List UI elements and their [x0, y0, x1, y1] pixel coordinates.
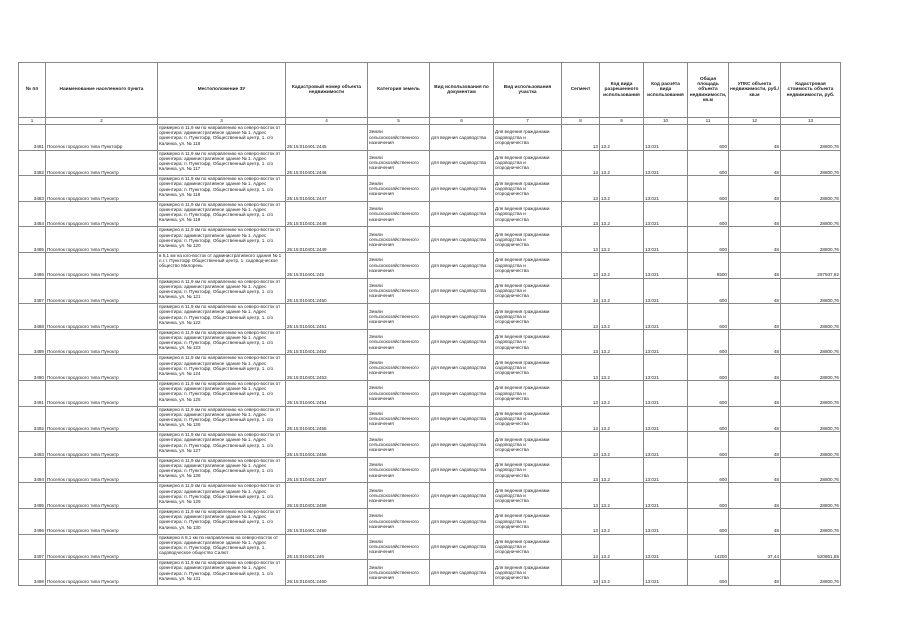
cell-upks: 48 [729, 176, 781, 202]
cell-vid: для ведения садоводства [430, 483, 494, 509]
cell-kn: 25:15:010401:2445 [286, 125, 368, 151]
cell-val: 28800,76 [781, 176, 841, 202]
cell-np: Поселок городского типа Пуноктр [46, 457, 158, 483]
cell-calc: 13:021 [644, 432, 688, 458]
cell-calc: 13:021 [644, 125, 688, 151]
cell-cat: Земли сельскохозяйственного назначения [368, 252, 430, 278]
cell-use: Для ведения гражданами садоводства и огородничества [494, 406, 562, 432]
cell-n: 3494 [19, 457, 46, 483]
column-number: 1 [19, 118, 46, 125]
cell-upks: 48 [729, 560, 781, 586]
cell-addr: в 5,1 км на юго-восток от административного здания № 1 п.г.т. Пунктофр Общественный центр, 1. садоводческое общество Милорень [158, 252, 286, 278]
cell-vid: для ведения садоводства [430, 380, 494, 406]
table-row [19, 355, 841, 381]
cell-code: 13.2 [600, 304, 644, 330]
cell-cat: Земли сельскохозяйственного назначения [368, 406, 430, 432]
cell-kn: 25:15:010401:2448 [286, 201, 368, 227]
cell-val: 28800,76 [781, 560, 841, 586]
cell-code: 13.2 [600, 176, 644, 202]
cell-seg: 13 [562, 483, 600, 509]
cell-calc: 13:021 [644, 150, 688, 176]
cell-np: Поселок городского типа Пуноктр [46, 176, 158, 202]
cell-addr: примерно в 11,9 км по направлению на северо-восток от ориентира: административное здание № 1. Адрес ориентира: п. Пунктофр, Общественный центр, 1. с/о Калинка, ул. № 130 [158, 508, 286, 534]
cell-code: 13.2 [600, 483, 644, 509]
cell-cat: Земли сельскохозяйственного назначения [368, 227, 430, 253]
cell-seg: 13 [562, 457, 600, 483]
cell-area: 600 [688, 508, 729, 534]
cell-val: 28800,76 [781, 278, 841, 304]
cell-np: Поселок городского типа Пуноктр [46, 483, 158, 509]
cell-cat: Земли сельскохозяйственного назначения [368, 176, 430, 202]
cell-code: 13.2 [600, 406, 644, 432]
column-header: Категория земель [368, 63, 430, 118]
table-row [19, 227, 841, 253]
cell-n: 3493 [19, 432, 46, 458]
table-body [19, 125, 841, 586]
column-header: Код вида разрешенного использования [600, 63, 644, 118]
cell-code: 13.2 [600, 380, 644, 406]
cell-n: 3483 [19, 176, 46, 202]
column-number: 5 [368, 118, 430, 125]
column-number: 13 [781, 118, 841, 125]
cell-val: 28800,76 [781, 483, 841, 509]
cell-seg: 13 [562, 278, 600, 304]
cell-vid: для ведения садоводства [430, 150, 494, 176]
cell-code: 13.2 [600, 508, 644, 534]
cell-kn: 25:15:010401:2456 [286, 432, 368, 458]
column-header: УПКС объекта недвижимости, руб./кв.м [729, 63, 781, 118]
cell-np: Поселок городского типа Пуноктр [46, 201, 158, 227]
cell-addr: примерно в 11,9 км по направлению на северо-восток от ориентира: административное здание № 1. Адрес ориентира: п. Пунктофр, Общественный центр, 1. с/о Калинка, ул. № 129 [158, 483, 286, 509]
cell-code: 13.2 [600, 432, 644, 458]
cell-np: Поселок городского типа Пуноктр [46, 252, 158, 278]
cell-kn: 25:15:010401:2451 [286, 304, 368, 330]
column-header: Кадастровый номер объекта недвижимости [286, 63, 368, 118]
cell-cat: Земли сельскохозяйственного назначения [368, 304, 430, 330]
cell-val: 28800,76 [781, 150, 841, 176]
cell-cat: Земли сельскохозяйственного назначения [368, 534, 430, 560]
column-number: 3 [158, 118, 286, 125]
header-row [19, 63, 841, 118]
cell-use: Для ведения гражданами садоводства и огородничества [494, 304, 562, 330]
cell-vid: для ведения садоводства [430, 125, 494, 151]
cell-seg: 13 [562, 380, 600, 406]
cell-addr: примерно в 11,9 км по направлению на северо-восток от ориентира: административное здание № 1. Адрес ориентира: п. Пунктофр, Общественный центр, 1. с/о Калинка, ул. № 118 [158, 125, 286, 151]
cell-area: 600 [688, 278, 729, 304]
cell-calc: 13:021 [644, 560, 688, 586]
column-header: Код расчёта вида использования [644, 63, 688, 118]
cell-addr: примерно в 11,9 км по направлению на северо-восток от ориентира: административное здание № 1. Адрес ориентира: п. Пунктофр, Общественный центр, 1. с/о Калинка, ул. № 131 [158, 560, 286, 586]
cell-seg: 13 [562, 355, 600, 381]
cell-use: Для ведения гражданами садоводства и огородничества [494, 355, 562, 381]
cell-seg: 13 [562, 329, 600, 355]
cell-vid: для ведения садоводства [430, 355, 494, 381]
table-row [19, 125, 841, 151]
column-header: Наименование населенного пункта [46, 63, 158, 118]
cell-kn: 25:15:010401:2460 [286, 560, 368, 586]
cell-np: Поселок городского типа Пуноктр [46, 406, 158, 432]
cell-val: 28800,76 [781, 508, 841, 534]
cell-area: 600 [688, 176, 729, 202]
column-number: 12 [729, 118, 781, 125]
cell-use: Для ведения гражданами садоводства и огородничества [494, 457, 562, 483]
cell-n: 3495 [19, 483, 46, 509]
cell-upks: 48 [729, 355, 781, 381]
cell-upks: 48 [729, 150, 781, 176]
valuation-sheet [18, 62, 841, 586]
cell-cat: Земли сельскохозяйственного назначения [368, 432, 430, 458]
cell-seg: 13 [562, 304, 600, 330]
cadastral-table [18, 62, 841, 586]
cell-area: 600 [688, 560, 729, 586]
cell-addr: примерно в 11,9 км по направлению на северо-восток от ориентира: административное здание № 1. Адрес ориентира: п. Пунктофр, Общественный центр, 1. с/о Калинка, ул. № 122 [158, 304, 286, 330]
cell-n: 3487 [19, 278, 46, 304]
cell-upks: 48 [729, 380, 781, 406]
cell-addr: примерно в 11,9 км по направлению на северо-восток от ориентира: административное здание № 1. Адрес ориентира: п. Пунктофр, Общественный центр, 1. с/о Калинка, ул. № 117 [158, 150, 286, 176]
cell-calc: 13:021 [644, 252, 688, 278]
cell-upks: 48 [729, 125, 781, 151]
cell-area: 600 [688, 329, 729, 355]
cell-cat: Земли сельскохозяйственного назначения [368, 483, 430, 509]
cell-code: 13.2 [600, 125, 644, 151]
table-row [19, 457, 841, 483]
table-row [19, 201, 841, 227]
cell-area: 600 [688, 406, 729, 432]
cell-calc: 13:021 [644, 304, 688, 330]
cell-use: Для ведения гражданами садоводства и огородничества [494, 508, 562, 534]
cell-code: 13.2 [600, 457, 644, 483]
cell-seg: 13 [562, 534, 600, 560]
cell-use: Для ведения гражданами садоводства и огородничества [494, 125, 562, 151]
cell-addr: примерно в 11,9 км по направлению на северо-восток от ориентира: административное здание № 1. Адрес ориентира: п. Пунктофр, Общественный центр, 1. с/о Калинка, ул. № 120 [158, 227, 286, 253]
cell-seg: 13 [562, 508, 600, 534]
cell-np: Поселок городского типа Пуноктр [46, 278, 158, 304]
cell-code: 13.2 [600, 355, 644, 381]
column-number: 8 [562, 118, 600, 125]
column-header: Местоположение ЗУ [158, 63, 286, 118]
cell-kn: 25:15:010401:2455 [286, 406, 368, 432]
cell-code: 13.2 [600, 252, 644, 278]
table-row [19, 176, 841, 202]
cell-calc: 13:021 [644, 176, 688, 202]
cell-n: 3481 [19, 125, 46, 151]
column-number: 11 [688, 118, 729, 125]
cell-n: 3491 [19, 380, 46, 406]
cell-area: 600 [688, 355, 729, 381]
cell-vid: для ведения садоводства [430, 201, 494, 227]
cell-area: 6500 [688, 252, 729, 278]
cell-cat: Земли сельскохозяйственного назначения [368, 201, 430, 227]
cell-calc: 13:021 [644, 227, 688, 253]
column-number: 10 [644, 118, 688, 125]
cell-upks: 48 [729, 457, 781, 483]
column-number: 7 [494, 118, 562, 125]
cell-calc: 13:021 [644, 406, 688, 432]
cell-code: 13.2 [600, 201, 644, 227]
cell-code: 13.2 [600, 278, 644, 304]
cell-np: Поселок городского типа Пунктофр [46, 125, 158, 151]
cell-val: 28800,76 [781, 432, 841, 458]
cell-seg: 13 [562, 176, 600, 202]
cell-val: 520861,85 [781, 534, 841, 560]
table-row [19, 432, 841, 458]
table-row [19, 278, 841, 304]
cell-code: 13.2 [600, 329, 644, 355]
cell-area: 600 [688, 432, 729, 458]
cell-use: Для ведения гражданами садоводства и огородничества [494, 380, 562, 406]
cell-np: Поселок городского типа Пуноктр [46, 304, 158, 330]
cell-np: Поселок городского типа Пуноктр [46, 380, 158, 406]
cell-addr: примерно в 11,9 км по направлению на северо-восток от ориентира: административное здание № 1. Адрес ориентира: п. Пунктофр, Общественный центр, 1. с/о Калинка, ул. № 123 [158, 329, 286, 355]
cell-np: Поселок городского типа Пуноктр [46, 534, 158, 560]
cell-cat: Земли сельскохозяйственного назначения [368, 355, 430, 381]
cell-addr: примерно в 11,9 км по направлению на северо-восток от ориентира: административное здание № 1. Адрес ориентира: п. Пунктофр, Общественный центр, 1. с/о Калинка, ул. № 119 [158, 201, 286, 227]
column-number: 9 [600, 118, 644, 125]
cell-calc: 13:021 [644, 355, 688, 381]
cell-upks: 48 [729, 508, 781, 534]
cell-cat: Земли сельскохозяйственного назначения [368, 457, 430, 483]
cell-vid: для ведения садоводства [430, 329, 494, 355]
cell-use: Для ведения гражданами садоводства и огородничества [494, 176, 562, 202]
table-row [19, 329, 841, 355]
cell-np: Поселок городского типа Пуноктр [46, 560, 158, 586]
cell-seg: 13 [562, 227, 600, 253]
cell-seg: 13 [562, 560, 600, 586]
cell-kn: 25:15:010401:2457 [286, 457, 368, 483]
cell-val: 28800,76 [781, 457, 841, 483]
cell-vid: для ведения садоводства [430, 560, 494, 586]
cell-val: 28800,76 [781, 406, 841, 432]
cell-np: Поселок городского типа Пуноктр [46, 227, 158, 253]
cell-kn: 25:15:010401:2452 [286, 329, 368, 355]
cell-area: 600 [688, 227, 729, 253]
cell-val: 297937,82 [781, 252, 841, 278]
cell-calc: 13:021 [644, 201, 688, 227]
cell-upks: 48 [729, 252, 781, 278]
column-header: Кадастровая стоимость объекта недвижимости, руб. [781, 63, 841, 118]
cell-val: 28800,76 [781, 227, 841, 253]
cell-val: 28800,76 [781, 380, 841, 406]
cell-n: 3486 [19, 252, 46, 278]
cell-calc: 13:021 [644, 508, 688, 534]
cell-upks: 48 [729, 483, 781, 509]
cell-area: 600 [688, 483, 729, 509]
table-row [19, 534, 841, 560]
column-number: 6 [430, 118, 494, 125]
cell-use: Для ведения гражданами садоводства и огородничества [494, 201, 562, 227]
cell-use: Для ведения гражданами садоводства и огородничества [494, 534, 562, 560]
cell-code: 13.2 [600, 534, 644, 560]
column-header: Сегмент [562, 63, 600, 118]
cell-upks: 48 [729, 227, 781, 253]
cell-kn: 25:15:010401:2453 [286, 355, 368, 381]
cell-val: 28800,76 [781, 201, 841, 227]
cell-calc: 13:021 [644, 329, 688, 355]
cell-n: 3492 [19, 406, 46, 432]
cell-addr: примерно в 11,9 км по направлению на северо-восток от ориентира: административное здание № 1. Адрес ориентира: п. Пунктофр, Общественный центр, 1. с/о Калинка, ул. № 128 [158, 457, 286, 483]
cell-val: 28800,76 [781, 355, 841, 381]
cell-use: Для ведения гражданами садоводства и огородничества [494, 227, 562, 253]
cell-calc: 13:021 [644, 380, 688, 406]
cell-area: 600 [688, 457, 729, 483]
cell-kn: 25:15:010401:2447 [286, 176, 368, 202]
cell-area: 600 [688, 201, 729, 227]
cell-vid: для ведения садоводства [430, 457, 494, 483]
cell-addr: примерно в 11,9 км по направлению на северо-восток от ориентира: административное здание № 1. Адрес ориентира: п. Пунктофр, Общественный центр, 1. с/о Калинка, ул. № 118 [158, 176, 286, 202]
table-row [19, 508, 841, 534]
cell-vid: для ведения садоводства [430, 176, 494, 202]
cell-cat: Земли сельскохозяйственного назначения [368, 508, 430, 534]
cell-n: 3498 [19, 560, 46, 586]
column-number-row [19, 118, 841, 125]
cell-val: 28800,76 [781, 304, 841, 330]
cell-addr: примерно в 11,9 км по направлению на северо-восток от ориентира: административное здание № 1. Адрес ориентира: п. Пунктофр, Общественный центр, 1. с/о Калинка, ул. № 125 [158, 380, 286, 406]
table-row [19, 483, 841, 509]
cell-np: Поселок городского типа Пуноктр [46, 329, 158, 355]
cell-np: Поселок городского типа Пуноктр [46, 150, 158, 176]
cell-n: 3490 [19, 355, 46, 381]
cell-code: 13.2 [600, 560, 644, 586]
cell-kn: 25:15:010401:2459 [286, 508, 368, 534]
cell-code: 13.2 [600, 227, 644, 253]
cell-seg: 13 [562, 150, 600, 176]
cell-val: 28800,76 [781, 329, 841, 355]
cell-use: Для ведения гражданами садоводства и огородничества [494, 252, 562, 278]
table-row [19, 406, 841, 432]
cell-upks: 48 [729, 432, 781, 458]
cell-kn: 25:15:010401:2449 [286, 227, 368, 253]
cell-cat: Земли сельскохозяйственного назначения [368, 150, 430, 176]
cell-area: 600 [688, 380, 729, 406]
cell-kn: 25:15:010401:246 [286, 534, 368, 560]
cell-use: Для ведения гражданами садоводства и огородничества [494, 560, 562, 586]
column-header: № пп [19, 63, 46, 118]
cell-calc: 13:021 [644, 278, 688, 304]
cell-cat: Земли сельскохозяйственного назначения [368, 560, 430, 586]
cell-n: 3485 [19, 227, 46, 253]
column-number: 2 [46, 118, 158, 125]
column-header: Вид использования участка [494, 63, 562, 118]
cell-vid: для ведения садоводства [430, 534, 494, 560]
table-row [19, 304, 841, 330]
cell-vid: для ведения садоводства [430, 252, 494, 278]
cell-area: 600 [688, 125, 729, 151]
cell-use: Для ведения гражданами садоводства и огородничества [494, 150, 562, 176]
cell-vid: для ведения садоводства [430, 406, 494, 432]
column-number: 4 [286, 118, 368, 125]
cell-n: 3488 [19, 304, 46, 330]
cell-addr: примерно в 11,9 км по направлению на северо-восток от ориентира: административное здание № 1. Адрес ориентира: п. Пунктофр, Общественный центр, 1. с/о Калинка, ул. № 124 [158, 355, 286, 381]
cell-addr: примерно в 11,9 км по направлению на северо-восток от ориентира: административное здание № 1. Адрес ориентира: п. Пунктофр, Общественный центр, 1. с/о Калинка, ул. № 126 [158, 406, 286, 432]
cell-seg: 13 [562, 406, 600, 432]
cell-n: 3482 [19, 150, 46, 176]
cell-use: Для ведения гражданами садоводства и огородничества [494, 483, 562, 509]
cell-addr: примерно в 11,9 км по направлению на северо-восток от ориентира: административное здание № 1. Адрес ориентира: п. Пунктофр, Общественный центр, 1. с/о Калинка, ул. № 121 [158, 278, 286, 304]
cell-addr: примерно в 8,1 км по направлению на северо-восток от ориентира: административное здание № 1. Адрес ориентира: п. Пунктофр, Общественный центр, 1. садоводческое общество Салют [158, 534, 286, 560]
cell-addr: примерно в 11,9 км по направлению на северо-восток от ориентира: административное здание № 1. Адрес ориентира: п. Пунктофр, Общественный центр, 1. с/о Калинка, ул. № 127 [158, 432, 286, 458]
cell-vid: для ведения садоводства [430, 508, 494, 534]
cell-np: Поселок городского типа Пуноктр [46, 355, 158, 381]
column-header: Общая площадь объекта недвижимости, кв.м [688, 63, 729, 118]
cell-np: Поселок городского типа Пуноктр [46, 508, 158, 534]
cell-area: 600 [688, 150, 729, 176]
table-row [19, 150, 841, 176]
cell-vid: для ведения садоводства [430, 432, 494, 458]
cell-use: Для ведения гражданами садоводства и огородничества [494, 432, 562, 458]
cell-seg: 13 [562, 432, 600, 458]
cell-seg: 13 [562, 252, 600, 278]
cell-cat: Земли сельскохозяйственного назначения [368, 278, 430, 304]
table-row [19, 380, 841, 406]
cell-n: 3496 [19, 508, 46, 534]
cell-n: 3497 [19, 534, 46, 560]
cell-upks: 48 [729, 278, 781, 304]
column-header: Вид использования по документам [430, 63, 494, 118]
cell-vid: для ведения садоводства [430, 304, 494, 330]
cell-calc: 13:021 [644, 457, 688, 483]
cell-kn: 25:15:010401:245 [286, 252, 368, 278]
cell-cat: Земли сельскохозяйственного назначения [368, 125, 430, 151]
cell-n: 3484 [19, 201, 46, 227]
cell-code: 13.2 [600, 150, 644, 176]
cell-cat: Земли сельскохозяйственного назначения [368, 380, 430, 406]
cell-upks: 37,44 [729, 534, 781, 560]
table-row [19, 560, 841, 586]
cell-upks: 48 [729, 201, 781, 227]
cell-kn: 25:15:010401:2446 [286, 150, 368, 176]
cell-area: 600 [688, 304, 729, 330]
cell-upks: 48 [729, 329, 781, 355]
cell-kn: 25:15:010401:2458 [286, 483, 368, 509]
cell-vid: для ведения садоводства [430, 227, 494, 253]
cell-val: 28800,76 [781, 125, 841, 151]
cell-kn: 25:15:010401:2454 [286, 380, 368, 406]
cell-upks: 48 [729, 304, 781, 330]
cell-cat: Земли сельскохозяйственного назначения [368, 329, 430, 355]
cell-calc: 13:021 [644, 483, 688, 509]
cell-upks: 48 [729, 406, 781, 432]
cell-vid: для ведения садоводства [430, 278, 494, 304]
cell-np: Поселок городского типа Пуноктр [46, 432, 158, 458]
cell-area: 14200 [688, 534, 729, 560]
cell-calc: 13:021 [644, 534, 688, 560]
table-row [19, 252, 841, 278]
cell-use: Для ведения гражданами садоводства и огородничества [494, 278, 562, 304]
cell-seg: 13 [562, 125, 600, 151]
cell-kn: 25:15:010401:2450 [286, 278, 368, 304]
cell-seg: 13 [562, 201, 600, 227]
cell-n: 3489 [19, 329, 46, 355]
cell-use: Для ведения гражданами садоводства и огородничества [494, 329, 562, 355]
